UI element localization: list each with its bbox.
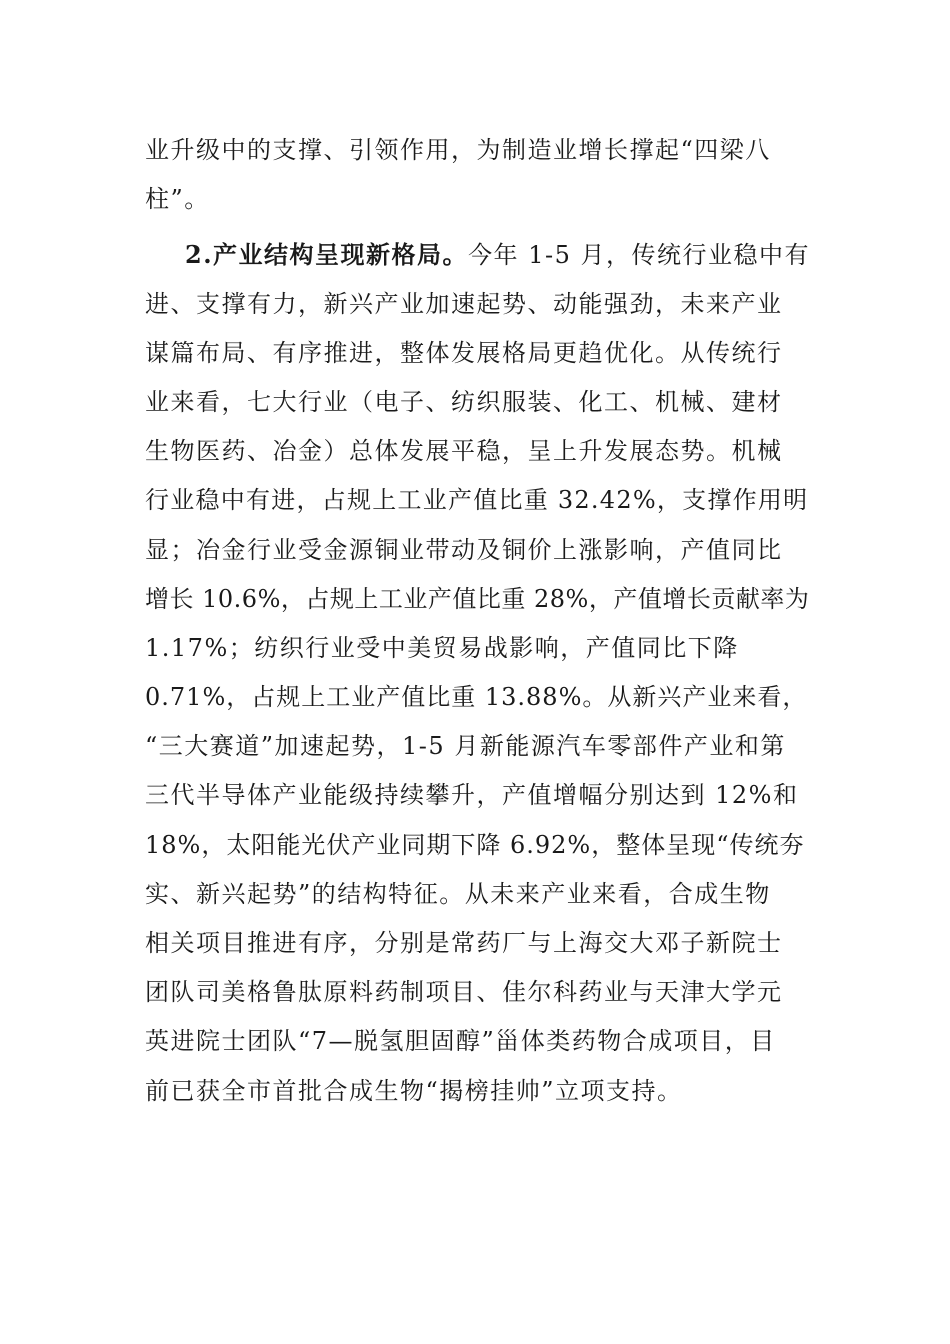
document-body <box>145 126 810 1116</box>
text-line: 业来看，七大行业（电子、纺织服装、化工、机械、建材 <box>145 387 783 416</box>
text-line: 18%，太阳能光伏产业同期下降 6.92%，整体呈现“传统夯 <box>145 830 805 859</box>
text-line: 业升级中的支撑、引领作用，为制造业增长撑起“四梁八 <box>145 136 771 164</box>
text-line: 相关项目推进有序，分别是常药厂与上海交大邓子新院士 <box>145 929 783 957</box>
text-line: 英进院士团队“7—脱氢胆固醇”甾体类药物合成项目，目 <box>145 1027 776 1056</box>
text-line: 0.71%，占规上工业产值比重 13.88%。从新兴产业来看， <box>145 683 808 712</box>
text-line: 显；冶金行业受金源铜业带动及铜价上涨影响，产值同比 <box>145 535 783 564</box>
section-first-line-text: 今年 1-5 月，传统行业稳中有 <box>468 241 810 270</box>
text-line: 生物医药、冶金）总体发展平稳，呈上升发展态势。机械 <box>145 437 783 466</box>
text-line: 1.17%；纺织行业受中美贸易战影响，产值同比下降 <box>145 633 739 662</box>
text-line: 进、支撑有力，新兴产业加速起势、动能强劲，未来产业 <box>145 289 783 318</box>
text-line: “三大赛道”加速起势，1-5 月新能源汽车零部件产业和第 <box>145 732 786 761</box>
text-line: 实、新兴起势”的结构特征。从未来产业来看，合成生物 <box>145 879 771 908</box>
text-line: 谋篇布局、有序推进，整体发展格局更趋优化。从传统行 <box>145 338 783 367</box>
text-line: 增长 10.6%，占规上工业产值比重 28%，产值增长贡献率为 <box>145 584 810 613</box>
section-first-line <box>145 230 810 279</box>
text-line: 团队司美格鲁肽原料药制项目、佳尔科药业与天津大学元 <box>145 978 783 1007</box>
text-line: 三代半导体产业能级持续攀升，产值增幅分别达到 12%和 <box>145 781 799 810</box>
text-line: 行业稳中有进，占规上工业产值比重 32.42%，支撑作用明 <box>145 486 809 515</box>
text-line: 前已获全市首批合成生物“揭榜挂帅”立项支持。 <box>145 1076 683 1105</box>
section-heading: 2.产业结构呈现新格局。 <box>185 240 469 270</box>
text-line: 柱”。 <box>145 185 210 214</box>
